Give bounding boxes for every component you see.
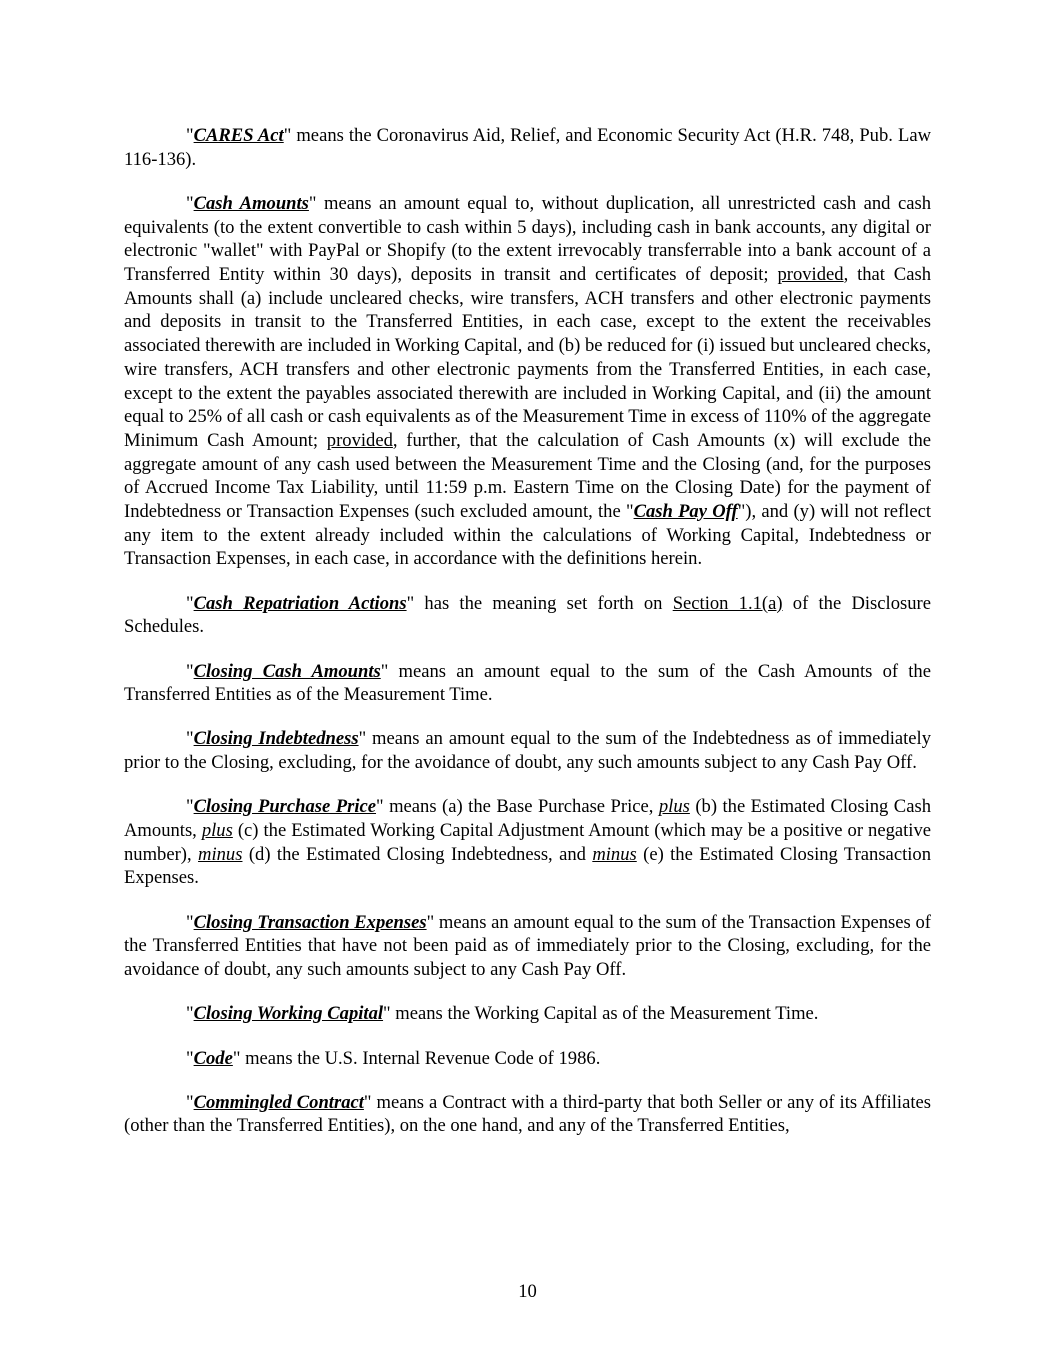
emphasized-text: plus — [658, 796, 690, 818]
definition-paragraph: "Closing Indebtedness" means an amount equal to the sum of the Indebtedness as of immediately prior to the Closing, excluding, for the avoidance of doubt, any such amounts subject to any Cash Pay Off. — [124, 728, 931, 774]
defined-term: Closing Purchase Price — [193, 796, 377, 818]
defined-term: Commingled Contract — [193, 1091, 364, 1113]
definition-text: means the Coronavirus Aid, Relief, and Economic Security Act (H.R. 748, Pub. Law 116-136). — [124, 125, 932, 170]
definition-text: means the Working Capital as of the Measurement Time. — [390, 1003, 819, 1025]
definition-text: , that Cash Amounts shall (a) include uncleared checks, wire transfers, ACH transfers and other electronic payments and deposits in transit to the Transferred Entities, in each case, except to the extent the receivables associated therewith are included in Working Capital, and (b) be reduced for (i) issued but uncleared checks, wire transfers, ACH transfers and other electronic payments from the Transferred Entities, in each case, except to the extent the payables associated therewith are included in Working Capital, and (ii) the amount equal to 25% of all cash or cash equivalents as of the Measurement Time in excess of 110% of the aggregate Minimum Cash Amount; — [124, 264, 931, 451]
definition-text: of the Disclosure Schedules. — [124, 592, 931, 638]
defined-term: CARES Act — [193, 125, 284, 146]
definition-text: has the meaning set forth on — [414, 592, 673, 614]
defined-term: Closing Indebtedness — [193, 728, 359, 750]
definition-paragraph: "Code" means the U.S. Internal Revenue Code of 1986. — [186, 1047, 601, 1069]
defined-term: Code — [193, 1047, 233, 1069]
definition-text: means an amount equal to the sum of the Indebtedness as of immediately prior to the Closing, excluding, for the avoidance of doubt, any such amounts subject to any Cash Pay Off. — [124, 728, 931, 774]
definition-paragraph: "Commingled Contract" means a Contract with a third-party that both Seller or any of its Affiliates (other than the Transferred Entities), on the one hand, and any of the Transferred Entities, — [124, 1091, 931, 1137]
definition-paragraph: "Closing Cash Amounts" means an amount equal to the sum of the Cash Amounts of the Transferred Entities as of the Measurement Time. — [124, 660, 931, 706]
definition-text: (c) the Estimated Working Capital Adjustment Amount (which may be a positive or negative number), — [124, 820, 932, 865]
emphasized-text: minus — [592, 843, 637, 865]
emphasized-text: plus — [201, 820, 233, 842]
emphasized-text: provided — [326, 429, 393, 451]
definition-text: means a Contract with a third-party that both Seller or any of its Affiliates (other than the Transferred Entities), on the one hand, and any of the Transferred Entities, — [124, 1091, 931, 1137]
definition-paragraph: "Closing Transaction Expenses" means an amount equal to the sum of the Transaction Expenses of the Transferred Entities that have not been paid as of immediately prior to the Closing, excluding, for the avoidance of doubt, any such amounts subject to any Cash Pay Off. — [124, 911, 931, 981]
definition-paragraph: "Closing Purchase Price" means (a) the Base Purchase Price, plus (b) the Estimated Closing Cash Amounts, plus (c) the Estimated Working Capital Adjustment Amount (which may be a positive or negative number), minus (d) the Estimated Closing Indebtedness, and minus (e) the Estimated Closing Transaction Expenses. — [124, 796, 932, 889]
emphasized-text: minus — [198, 843, 243, 865]
definition-paragraph: "Cash Repatriation Actions" has the meaning set forth on Section 1.1(a) of the Disclosure Schedules. — [124, 592, 931, 638]
definition-text: means an amount equal to the sum of the Cash Amounts of the Transferred Entities as of the Measurement Time. — [124, 660, 931, 706]
defined-term: Closing Working Capital — [193, 1003, 384, 1025]
definition-text: means an amount equal to the sum of the Transaction Expenses of the Transferred Entities that have not been paid as of immediately prior to the Closing, excluding, for the avoidance of doubt, any such amounts subject to any Cash Pay Off. — [124, 911, 931, 981]
defined-term: Cash Amounts — [193, 192, 309, 214]
definition-text: means the U.S. Internal Revenue Code of 1986. — [240, 1047, 601, 1069]
page-number: 10 — [518, 1281, 537, 1302]
definition-text: (e) the Estimated Closing Transaction Expenses. — [124, 843, 931, 889]
emphasized-text: Section 1.1(a) — [672, 592, 783, 614]
defined-term: Closing Transaction Expenses — [193, 911, 427, 933]
definitions-section — [124, 124, 931, 1159]
definition-text: (b) the Estimated Closing Cash Amounts, — [124, 796, 931, 842]
defined-term: Cash Repatriation Actions — [193, 592, 407, 614]
definition-paragraph: "CARES Act" means the Coronavirus Aid, Relief, and Economic Security Act (H.R. 748, Pub. Law 116-136). — [124, 125, 932, 170]
emphasized-text: provided — [777, 264, 844, 286]
definition-text: "), and (y) will not reflect any item to the extent already included within the calculations of Working Capital, Indebtedness or Transaction Expenses, in each case, in accordance with the definitions herein. — [124, 501, 931, 570]
definition-paragraph: "Cash Amounts" means an amount equal to, without duplication, all unrestricted cash and cash equivalents (to the extent convertible to cash within 5 days), including cash in bank accounts, any digital or electronic "wallet" with PayPal or Shopify (to the extent irrevocably transferrable into a bank account of a Transferred Entity within 30 days), deposits in transit and certificates of deposit; provided, that Cash Amounts shall (a) include uncleared checks, wire transfers, ACH transfers and other electronic payments and deposits in transit to the Transferred Entities, in each case, except to the extent the receivables associated therewith are included in Working Capital, and (b) be reduced for (i) issued but uncleared checks, wire transfers, ACH transfers and other electronic payments from the Transferred Entities, in each case, except to the extent the payables associated therewith are included in Working Capital, and (ii) the amount equal to 25% of all cash or cash equivalents as of the Measurement Time in excess of 110% of the aggregate Minimum Cash Amount; provided, further, that the calculation of Cash Amounts (x) will exclude the aggregate amount of any cash used between the Measurement Time and the Closing (and, for the purposes of Accrued Income Tax Liability, until 11:59 p.m. Eastern Time on the Closing Date) for the payment of Indebtedness or Transaction Expenses (such excluded amount, the "Cash Pay Off"), and (y) will not reflect any item to the extent already included within the calculations of Working Capital, Indebtedness or Transaction Expenses, in each case, in accordance with the definitions herein. — [124, 192, 931, 570]
defined-term: Cash Pay Off — [633, 501, 738, 523]
definition-text: , further, that the calculation of Cash Amounts (x) will exclude the aggregate amount of any cash used between the Measurement Time and the Closing (and, for the purposes of Accrued Income Tax Liability, until 11:59 p.m. Eastern Time on the Closing Date) for the payment of Indebtedness or Transaction Expenses (such excluded amount, the " — [124, 429, 931, 523]
defined-term: Closing Cash Amounts — [193, 660, 381, 682]
definition-text: means an amount equal to, without duplication, all unrestricted cash and cash equivalents (to the extent convertible to cash within 5 days), including cash in bank accounts, any digital or electronic "wallet" with PayPal or Shopify (to the extent irrevocably transferrable into a bank account of a Transferred Entity within 30 days), deposits in transit and certificates of deposit; — [124, 192, 931, 286]
definition-text: means (a) the Base Purchase Price, — [383, 796, 659, 818]
definition-text: (d) the Estimated Closing Indebtedness, and — [242, 843, 593, 865]
definition-paragraph: "Closing Working Capital" means the Working Capital as of the Measurement Time. — [186, 1003, 819, 1025]
